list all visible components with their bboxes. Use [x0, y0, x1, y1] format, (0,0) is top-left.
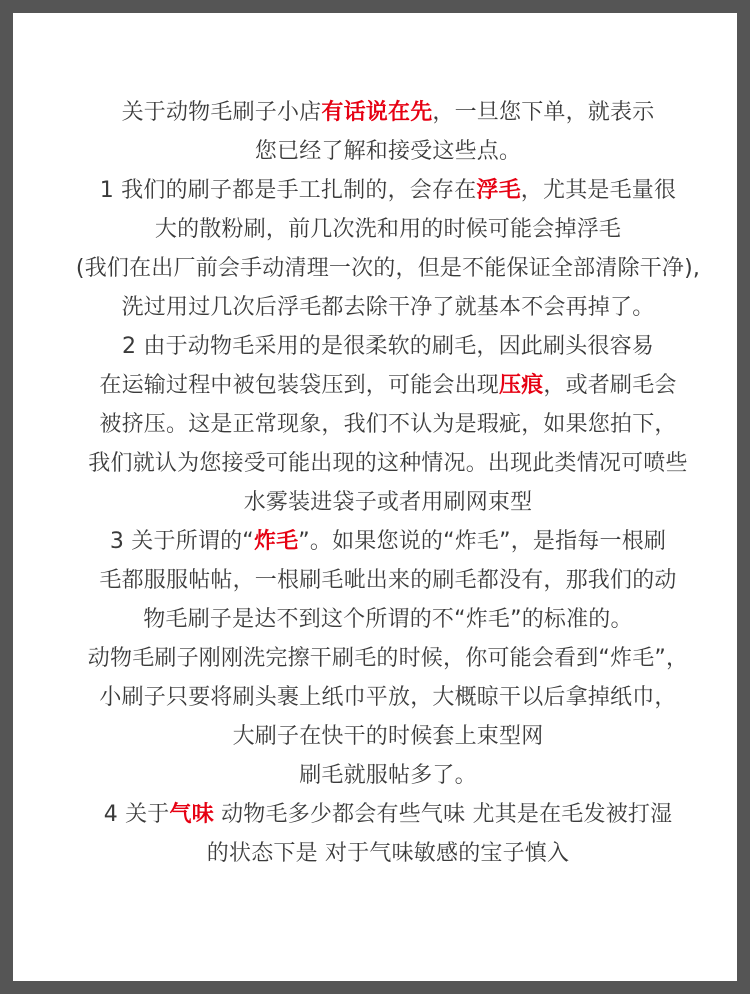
line-text: 您已经了解和接受这些点。 — [254, 139, 522, 164]
notice-line-19 — [26, 795, 750, 834]
line-text: ，尤其是毛量很 — [520, 178, 677, 203]
notice-line-8 — [26, 366, 750, 405]
notice-line-14 — [26, 600, 750, 639]
notice-line-17 — [26, 717, 750, 756]
line-text: 大刷子在快干的时候套上束型网 — [232, 724, 544, 749]
line-text: 毛都服服帖帖，一根刷毛呲出来的刷毛都没有，那我们的动 — [99, 568, 677, 593]
notice-line-1 — [26, 93, 750, 132]
highlight-text: 浮毛 — [476, 178, 521, 203]
line-text: 物毛刷子是达不到这个所谓的不“炸毛”的标准的。 — [143, 607, 633, 632]
line-text: 4 关于 — [103, 802, 170, 827]
line-text: ”。如果您说的“炸毛”，是指每一根刷 — [298, 529, 667, 554]
line-text: 洗过用过几次后浮毛都去除干净了就基本不会再掉了。 — [121, 295, 655, 320]
shop-notice — [26, 93, 750, 873]
line-text: 刷毛就服帖多了。 — [299, 763, 477, 788]
line-text: 1 我们的刷子都是手工扎制的，会存在 — [99, 178, 477, 203]
notice-line-12 — [26, 522, 750, 561]
notice-line-7 — [26, 327, 750, 366]
line-text: 的状态下是 对于气味敏感的宝子慎入 — [206, 841, 570, 866]
line-text: (我们在出厂前会手动清理一次的，但是不能保证全部清除干净), — [75, 256, 701, 281]
notice-line-18 — [26, 756, 750, 795]
notice-line-2 — [26, 132, 750, 171]
notice-line-15 — [26, 639, 750, 678]
highlight-text: 气味 — [169, 802, 214, 827]
line-text: 动物毛刷子刚刚洗完擦干刷毛的时候，你可能会看到“炸毛”， — [87, 646, 689, 671]
highlight-text: 有话说在先 — [321, 100, 433, 125]
line-text: 在运输过程中被包装袋压到，可能会出现 — [99, 373, 499, 398]
notice-line-5 — [26, 249, 750, 288]
highlight-text: 炸毛 — [253, 529, 299, 554]
line-text: 3 关于所谓的“ — [109, 529, 254, 554]
notice-line-20 — [26, 834, 750, 873]
notice-line-4 — [26, 210, 750, 249]
line-text: 小刷子只要将刷头裹上纸巾平放，大概晾干以后拿掉纸巾， — [99, 685, 677, 710]
line-text: 我们就认为您接受可能出现的这种情况。出现此类情况可喷些 — [88, 451, 688, 476]
highlight-text: 压痕 — [499, 373, 544, 398]
line-text: ，或者刷毛会 — [543, 373, 677, 398]
notice-line-10 — [26, 444, 750, 483]
line-text: 大的散粉刷，前几次洗和用的时候可能会掉浮毛 — [154, 217, 622, 242]
notice-line-11 — [26, 483, 750, 522]
line-text: 水雾装进袋子或者用刷网束型 — [243, 490, 533, 515]
line-text: ，一旦您下单，就表示 — [432, 100, 655, 125]
line-text: 关于动物毛刷子小店 — [121, 100, 322, 125]
notice-line-3 — [26, 171, 750, 210]
line-text: 动物毛多少都会有些气味 尤其是在毛发被打湿 — [213, 802, 673, 827]
notice-line-6 — [26, 288, 750, 327]
line-text: 2 由于动物毛采用的是很柔软的刷毛，因此刷头很容易 — [122, 334, 654, 359]
notice-line-16 — [26, 678, 750, 717]
line-text: 被挤压。这是正常现象，我们不认为是瑕疵，如果您拍下， — [99, 412, 677, 437]
notice-line-13 — [26, 561, 750, 600]
notice-line-9 — [26, 405, 750, 444]
